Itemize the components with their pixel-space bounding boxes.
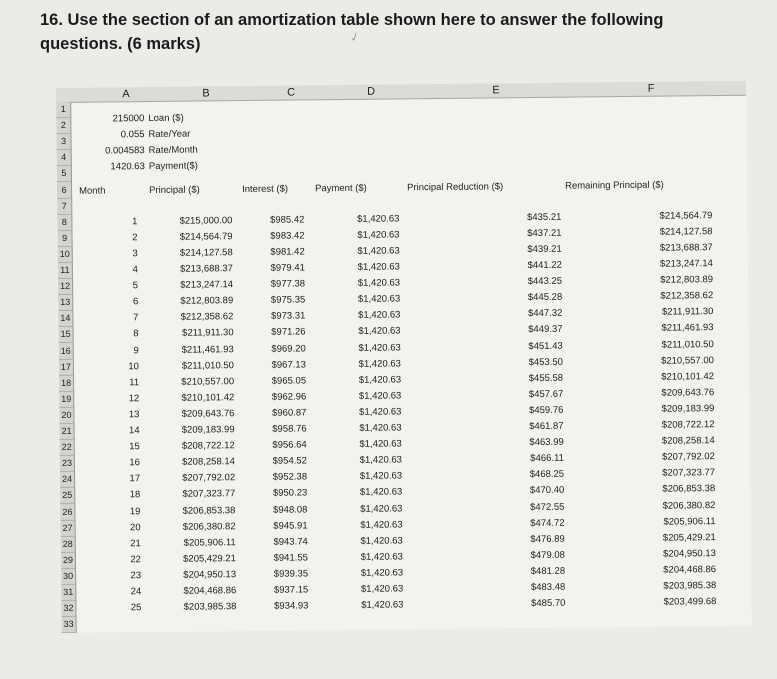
principal-reduction-value: $470.40 [529,485,565,497]
param-value: 1420.63 [110,161,145,173]
month-value: 6 [132,296,139,308]
month-value: 11 [129,376,140,388]
header-principal: Principal ($) [149,184,200,196]
column-header-bar [56,81,746,103]
remaining-principal-value: $206,380.82 [662,499,716,512]
principal-value: $209,183.99 [181,424,235,436]
principal-reduction-value: $485.70 [531,597,566,610]
remaining-principal-value: $205,906.11 [663,515,716,528]
payment-value: $1,420.63 [358,390,402,402]
principal-value: $215,000.00 [179,214,233,227]
row-number: 3 [56,134,70,150]
header-remaining-principal: Remaining Principal ($) [564,179,664,192]
principal-value: $204,950.13 [183,569,237,581]
interest-value: $945.91 [273,519,308,532]
payment-value: $1,420.63 [358,374,402,386]
remaining-principal-value: $207,792.02 [661,451,715,463]
row-number: 18 [59,376,73,392]
principal-reduction-value: $455.58 [528,372,564,384]
principal-reduction-value: $439.21 [527,243,562,255]
row-number: 11 [58,263,72,279]
row-number: 24 [60,472,74,488]
row-number: 22 [60,440,74,456]
payment-value: $1,420.63 [357,293,401,306]
row-number: 28 [61,537,75,553]
month-value: 7 [133,312,139,324]
month-value: 17 [129,473,141,485]
row-number: 6 [57,182,71,198]
principal-reduction-value: $459.76 [529,404,564,416]
param-label: Rate/Year [148,128,191,140]
payment-value: $1,420.63 [360,535,403,547]
row-number: 26 [60,504,74,520]
month-value: 14 [128,425,140,437]
principal-value: $207,323.77 [182,488,236,501]
row-number: 30 [61,569,75,585]
principal-reduction-value: $453.50 [528,356,563,368]
principal-value: $209,643.76 [181,408,235,420]
interest-value: $948.08 [273,503,308,516]
payment-value: $1,420.63 [361,599,404,611]
column-header-a: A [122,88,130,101]
principal-reduction-value: $472.55 [530,501,565,513]
row-number: 9 [57,231,71,247]
interest-value: $967.13 [271,358,306,371]
principal-reduction-value: $451.43 [528,340,563,352]
month-value: 2 [132,231,138,244]
payment-value: $1,420.63 [358,309,401,322]
row-number: 2 [56,118,70,134]
remaining-principal-value: $213,688.37 [659,242,713,254]
interest-value: $941.55 [273,552,308,564]
month-value: 20 [129,521,141,533]
principal-reduction-value: $445.28 [527,291,563,304]
row-number: 31 [61,585,75,601]
remaining-principal-value: $212,358.62 [660,290,714,302]
question-text [40,8,740,56]
principal-value: $213,688.37 [180,263,233,275]
principal-reduction-value: $463.99 [529,436,564,449]
month-value: 19 [129,505,141,517]
interest-value: $962.96 [271,391,307,403]
principal-reduction-value: $474.72 [530,517,565,529]
month-value: 25 [130,602,142,614]
row-number: 5 [57,166,71,182]
month-value: 21 [130,537,141,549]
remaining-principal-value: $204,468.86 [663,564,717,576]
remaining-principal-value: $212,803.89 [660,274,714,286]
interest-value: $956.64 [272,439,307,451]
interest-value: $981.42 [270,246,305,258]
row-number: 12 [58,279,72,295]
month-value: 10 [128,360,139,372]
interest-value: $950.23 [272,487,308,500]
interest-value: $975.35 [270,294,306,306]
remaining-principal-value: $204,950.13 [663,547,716,560]
principal-reduction-value: $435.21 [526,211,562,223]
remaining-principal-value: $214,564.79 [659,209,713,222]
principal-value: $207,792.02 [182,472,236,484]
principal-value: $211,010.50 [181,359,234,372]
param-label: Payment($) [148,160,198,172]
payment-value: $1,420.63 [358,357,401,370]
principal-reduction-value: $461.87 [529,420,564,433]
column-header-b: B [202,87,210,100]
principal-value: $210,101.42 [181,391,235,404]
question-line-2: questions. (6 marks) [40,35,201,53]
payment-value: $1,420.63 [357,277,401,289]
row-number: 1 [56,102,70,118]
row-number: 8 [57,215,71,231]
remaining-principal-value: $214,127.58 [659,225,713,238]
param-label: Loan ($) [148,112,184,124]
payment-value: $1,420.63 [359,470,403,483]
month-value: 3 [132,248,138,260]
payment-value: $1,420.63 [359,486,403,499]
interest-value: $969.20 [271,342,306,355]
interest-value: $958.76 [272,423,307,435]
month-value: 9 [133,344,139,356]
principal-value: $206,380.82 [182,520,236,533]
principal-reduction-value: $443.25 [527,275,563,288]
row-number: 4 [57,150,71,166]
principal-value: $213,247.14 [180,279,234,291]
row-header-bar [56,102,77,633]
interest-value: $952.38 [272,471,308,484]
payment-value: $1,420.63 [357,213,400,225]
principal-value: $205,906.11 [183,536,236,549]
row-number: 15 [59,327,73,343]
payment-value: $1,420.63 [359,422,402,434]
param-value: 0.055 [120,128,145,141]
month-value: 15 [129,441,140,453]
principal-reduction-value: $437.21 [527,227,562,239]
interest-value: $934.93 [274,600,309,612]
month-value: 4 [132,264,138,276]
principal-value: $204,468.86 [183,585,237,597]
interest-value: $943.74 [273,536,308,548]
principal-reduction-value: $466.11 [530,452,564,465]
interest-value: $973.31 [271,310,306,323]
month-value: 1 [132,215,138,227]
param-value: 0.004583 [104,144,145,157]
month-value: 8 [133,328,139,340]
payment-value: $1,420.63 [357,261,400,273]
principal-reduction-value: $483.48 [530,581,566,594]
remaining-principal-value: $211,010.50 [661,338,714,351]
header-month: Month [79,184,106,197]
principal-value: $208,722.12 [181,440,235,452]
remaining-principal-value: $207,323.77 [662,467,716,479]
payment-value: $1,420.63 [359,406,402,418]
principal-value: $211,461.93 [181,343,234,356]
remaining-principal-value: $211,911.30 [661,306,714,318]
column-header-d: D [367,85,376,98]
month-value: 16 [129,457,140,469]
payment-value: $1,420.63 [358,341,401,354]
payment-value: $1,420.63 [357,229,400,241]
row-number: 19 [59,392,73,408]
row-number: 7 [57,198,71,214]
row-number: 27 [61,520,75,536]
header-payment: Payment ($) [315,182,367,194]
row-number: 10 [58,247,72,263]
payment-value: $1,420.63 [360,502,403,515]
principal-value: $212,803.89 [180,295,234,307]
principal-reduction-value: $479.08 [530,549,565,561]
principal-value: $212,358.62 [180,311,234,324]
row-number: 23 [60,456,74,472]
param-label: Rate/Month [148,144,198,156]
month-value: 22 [130,553,141,566]
interest-value: $971.26 [271,326,306,339]
principal-value: $214,564.79 [179,230,233,243]
remaining-principal-value: $203,985.38 [663,580,717,592]
remaining-principal-value: $209,183.99 [661,403,715,415]
principal-value: $214,127.58 [179,247,233,259]
header-interest: Interest ($) [242,183,289,195]
principal-value: $206,853.38 [182,504,236,517]
month-value: 12 [128,392,140,405]
principal-value: $205,429.21 [183,552,236,565]
row-number: 13 [58,295,72,311]
remaining-principal-value: $208,722.12 [661,419,715,431]
remaining-principal-value: $210,101.42 [661,370,715,383]
principal-reduction-value: $476.89 [530,533,565,545]
payment-value: $1,420.63 [358,325,401,338]
row-number: 25 [60,488,74,504]
payment-value: $1,420.63 [357,245,400,257]
row-number: 20 [59,408,73,424]
principal-value: $203,985.38 [183,601,237,613]
payment-value: $1,420.63 [360,567,404,579]
column-header-e: E [492,84,500,97]
column-header-f: F [647,82,655,95]
remaining-principal-value: $209,643.76 [661,386,715,399]
row-number: 14 [58,311,72,327]
month-value: 5 [132,280,139,292]
payment-value: $1,420.63 [360,583,404,595]
payment-value: $1,420.63 [360,551,403,563]
interest-value: $979.41 [270,262,305,274]
principal-reduction-value: $468.25 [529,468,565,481]
remaining-principal-value: $213,247.14 [659,258,713,270]
remaining-principal-value: $208,258.14 [661,435,715,447]
interest-value: $965.05 [271,375,307,387]
principal-reduction-value: $449.37 [528,324,563,336]
amortization-table [56,81,752,633]
row-number: 32 [61,601,75,617]
remaining-principal-value: $210,557.00 [660,354,714,367]
column-header-c: C [287,86,296,99]
row-number: 16 [59,343,73,359]
remaining-principal-value: $203,499.68 [663,596,717,608]
month-value: 13 [128,409,140,421]
remaining-principal-value: $206,853.38 [662,483,716,496]
principal-reduction-value: $447.32 [527,308,563,320]
principal-value: $208,258.14 [182,456,235,468]
interest-value: $983.42 [270,230,305,242]
payment-value: $1,420.63 [359,454,402,467]
principal-value: $210,557.00 [181,375,235,388]
month-value: 23 [130,570,142,582]
remaining-principal-value: $211,461.93 [661,322,714,335]
row-number: 33 [62,617,76,633]
pen-mark-icon: ✓ [347,28,363,46]
remaining-principal-value: $205,429.21 [662,531,716,544]
payment-value: $1,420.63 [360,518,403,531]
row-number: 21 [60,424,74,440]
principal-reduction-value: $481.28 [530,565,566,577]
principal-reduction-value: $441.22 [527,259,562,272]
interest-value: $960.87 [272,407,307,419]
interest-value: $939.35 [273,568,309,580]
interest-value: $985.42 [269,214,305,226]
month-value: 24 [130,586,142,598]
question-line-1: 16. Use the section of an amortization table shown here to answer the following [40,11,664,29]
interest-value: $954.52 [272,455,307,467]
row-number: 29 [61,553,75,569]
month-value: 18 [129,489,141,501]
interest-value: $977.38 [270,278,306,290]
param-value: 215000 [112,112,145,125]
principal-reduction-value: $457.67 [528,388,564,400]
principal-value: $211,911.30 [182,327,234,340]
header-principal-reduction: Principal Reduction ($) [407,180,504,193]
payment-value: $1,420.63 [359,438,402,450]
row-number: 17 [59,359,73,375]
interest-value: $937.15 [273,584,309,596]
